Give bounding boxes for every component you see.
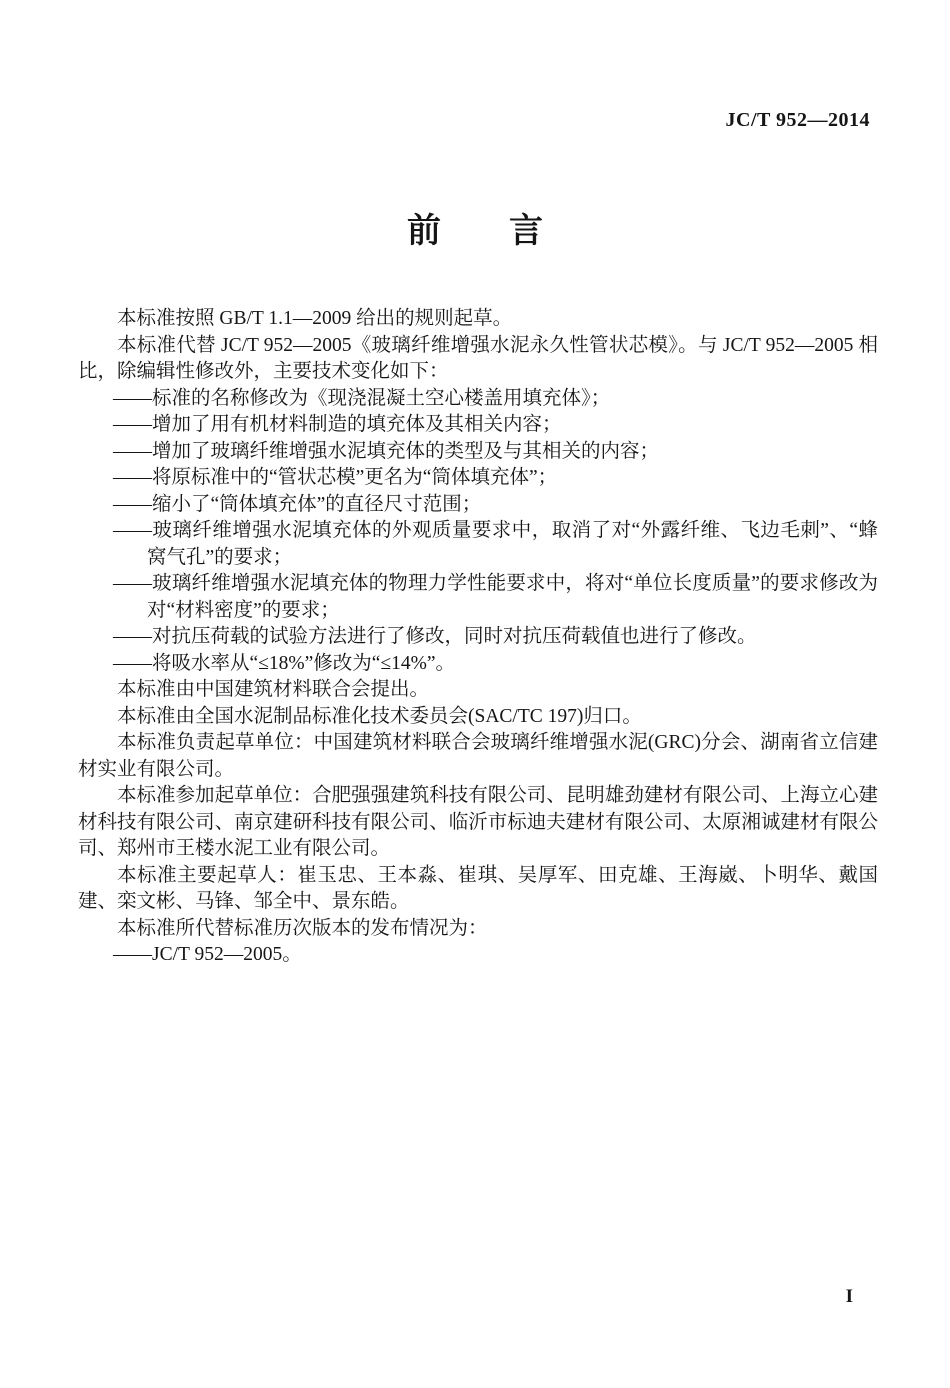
paragraph-chief-drafters: 本标准负责起草单位：中国建筑材料联合会玻璃纤维增强水泥(GRC)分会、湖南省立信建材实业有限公司。 [78,732,878,780]
paragraph-basis: 本标准按照 GB/T 1.1—2009 给出的规则起草。 [117,308,513,329]
paragraph-proposed-by: 本标准由中国建筑材料联合会提出。 [117,679,430,700]
paragraph-replaces: 本标准代替 JC/T 952—2005《玻璃纤维增强水泥永久性管状芯模》。与 JC/T 952—2005 相比，除编辑性修改外，主要技术变化如下： [78,334,878,382]
change-item-density: ——玻璃纤维增强水泥填充体的物理力学性能要求中，将对“单位长度质量”的要求修改为对“材料密度”的要求； [113,573,878,621]
foreword-body [78,306,878,969]
change-item-organic: ——增加了用有机材料制造的填充体及其相关内容； [113,414,562,435]
change-item-absorption: ——将吸水率从“≤18%”修改为“≤14%”。 [113,652,456,674]
change-item-load-test: ——对抗压荷载的试验方法进行了修改，同时对抗压荷载值也进行了修改。 [113,626,757,647]
page-title: 前 言 [407,213,543,250]
page-number: I [845,1286,853,1307]
change-item-diameter: ——缩小了“筒体填充体”的直径尺寸范围； [113,493,482,515]
change-item-grc-types: ——增加了玻璃纤维增强水泥填充体的类型及与其相关的内容； [113,440,660,462]
paragraph-authors: 本标准主要起草人：崔玉忠、王本淼、崔琪、吴厚军、田克雄、王海崴、卜明华、戴国建、栾文彬、马锋、邹全中、景东皓。 [78,864,878,912]
change-item-rename: ——将原标准中的“管状芯模”更名为“筒体填充体”； [113,467,558,488]
change-item-name: ——标准的名称修改为《现浇混凝土空心楼盖用填充体》； [113,387,611,409]
paragraph-committee: 本标准由全国水泥制品标准化技术委员会(SAC/TC 197)归口。 [117,705,642,727]
change-item-appearance: ——玻璃纤维增强水泥填充体的外观质量要求中，取消了对“外露纤维、飞边毛刺”、“蜂窝气孔”的要求； [113,520,878,568]
paragraph-history-item: ——JC/T 952—2005。 [113,944,302,965]
paragraph-participants: 本标准参加起草单位：合肥强强建筑科技有限公司、昆明雄劲建材有限公司、上海立心建材科技有限公司、南京建研科技有限公司、临沂市标迪夫建材有限公司、太原湘诚建材有限公司、郑州市王楼水泥工业有限公司。 [78,785,878,859]
paragraph-history-intro: 本标准所代替标准历次版本的发布情况为： [117,917,488,939]
document-number: JC/T 952—2014 [725,109,870,131]
